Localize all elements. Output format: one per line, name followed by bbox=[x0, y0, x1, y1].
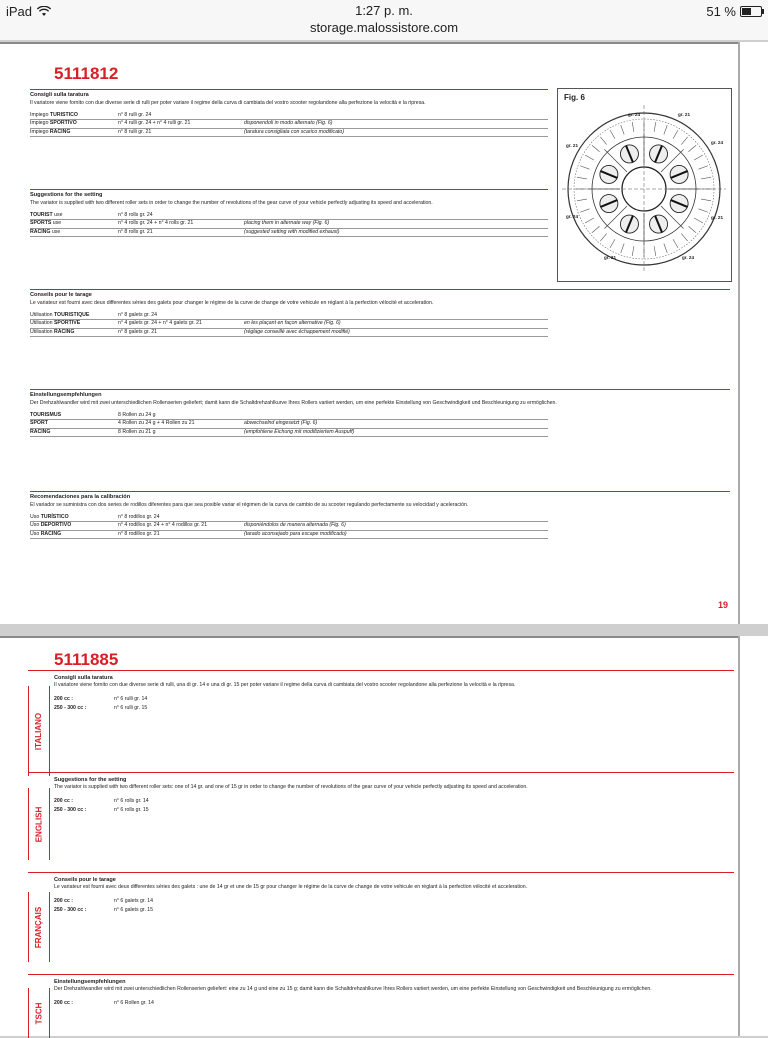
usage-cell bbox=[30, 320, 118, 327]
mode-label: SPORTIVO bbox=[49, 120, 77, 127]
usage-cell bbox=[30, 220, 118, 227]
rolls-cell: n° 4 rodillos gr. 24 + n° 4 rodillos gr. 21 bbox=[118, 522, 208, 529]
table-row bbox=[30, 312, 548, 320]
language-label: ITALIANO bbox=[34, 712, 44, 750]
language-tab bbox=[28, 686, 50, 776]
section-body: Der Drehzahlwandler wird mit zwei unterschiedlichen Rollenserien geliefert; damit kann die Schaltdrehzahlkurve Ihres Rollers variiert werden, um eine perfekte Einstellung von Geschwindigkeit und Beschleunigung zu ermöglichen. bbox=[30, 399, 557, 406]
ramp-tick bbox=[632, 246, 634, 256]
ramp-tick bbox=[610, 130, 615, 139]
engine-size: 250 - 300 cc : bbox=[54, 907, 87, 914]
settings-section bbox=[54, 776, 734, 815]
usage-cell bbox=[30, 212, 118, 219]
mode-label: TURISTICO bbox=[49, 112, 78, 119]
settings-table bbox=[54, 898, 734, 915]
section-title: Suggestions for the setting bbox=[30, 192, 103, 198]
rolls-cell: n° 8 rolls gr. 24 bbox=[118, 212, 153, 219]
roller-weight-label: gr. 24 bbox=[711, 140, 724, 145]
usage-cell bbox=[30, 329, 118, 336]
usage-label: Uso bbox=[30, 522, 40, 529]
section-title: Conseils pour le tarage bbox=[54, 877, 116, 883]
ramp-tick bbox=[701, 177, 711, 179]
ramp-tick bbox=[585, 155, 594, 160]
device-name: iPad bbox=[6, 4, 33, 19]
roller-weight-label: gr. 21 bbox=[678, 112, 691, 117]
rolls-cell: 8 Rollen zu 21 g bbox=[118, 428, 156, 435]
ramp-tick bbox=[610, 239, 615, 248]
status-right bbox=[706, 4, 762, 19]
section-title: Einstellungsempfehlungen bbox=[54, 979, 126, 985]
ramp-tick bbox=[580, 209, 589, 212]
ramp-tick bbox=[701, 199, 711, 201]
table-row bbox=[30, 212, 548, 220]
usage-label: Utilisation bbox=[30, 312, 53, 319]
table-row bbox=[30, 522, 548, 530]
rolls-cell: n° 8 rulli gr. 24 bbox=[118, 112, 152, 119]
rolls-cell: n° 4 rolls gr. 24 + n° 4 rolls gr. 21 bbox=[118, 220, 194, 227]
page-number: 19 bbox=[718, 600, 729, 610]
engine-size: 250 - 300 cc : bbox=[54, 807, 87, 814]
section-body: Il variatore viene fornito con due diverse serie di rulli per poter variare il regime della curva di cambiata del vostro scooter regolandone alla perfezione la velocità e la ripresa. bbox=[30, 99, 426, 106]
rolls-cell: n° 6 rolls gr. 14 bbox=[114, 797, 149, 804]
clock: 1:27 p. m. bbox=[355, 3, 413, 18]
ramp-tick bbox=[600, 233, 606, 241]
table-row bbox=[54, 807, 734, 815]
table-row bbox=[54, 696, 734, 704]
table-row bbox=[30, 514, 548, 522]
ramp-tick bbox=[632, 122, 634, 132]
note-cell: placing them in alternate way (Fig. 6) bbox=[244, 220, 330, 227]
usage-label: Utilisation bbox=[30, 320, 53, 327]
battery-icon bbox=[740, 6, 762, 17]
ramp-tick bbox=[592, 145, 600, 151]
battery-percentage: 51 % bbox=[706, 4, 736, 19]
usage-label: Impiego bbox=[30, 112, 49, 119]
settings-table bbox=[30, 514, 548, 539]
ramp-tick bbox=[577, 199, 587, 201]
settings-section bbox=[30, 392, 730, 437]
section-rule bbox=[28, 872, 734, 873]
section-rule bbox=[30, 491, 730, 492]
ramp-tick bbox=[654, 122, 656, 132]
section-title: Conseils pour le tarage bbox=[30, 292, 92, 298]
settings-section bbox=[30, 192, 550, 237]
rolls-cell: n° 4 galets gr. 24 + n° 4 galets gr. 21 bbox=[118, 320, 202, 327]
mode-label: SPORT bbox=[30, 420, 48, 427]
rolls-cell: n° 6 rolls gr. 15 bbox=[114, 807, 149, 814]
settings-table bbox=[30, 212, 548, 237]
section-rule bbox=[30, 389, 730, 390]
usage-label: Impiego bbox=[30, 128, 49, 135]
note-cell: (tarado aconsejado para escape modificado) bbox=[244, 530, 347, 537]
table-row bbox=[54, 907, 734, 915]
mode-label: TURÍSTICO bbox=[40, 514, 69, 521]
ramp-tick bbox=[694, 155, 703, 160]
mode-label: TOURIST bbox=[30, 212, 53, 219]
table-row bbox=[54, 798, 734, 806]
usage-cell bbox=[30, 120, 118, 127]
note-cell: (suggested setting with modified exhaust) bbox=[244, 228, 340, 235]
settings-section bbox=[30, 494, 730, 539]
ramp-tick bbox=[688, 145, 696, 151]
mode-label: TOURISTIQUE bbox=[53, 312, 90, 319]
ramp-tick bbox=[699, 166, 708, 169]
note-cell: abwechselnd eingesetzt (Fig. 6) bbox=[244, 420, 318, 427]
usage-cell bbox=[30, 112, 118, 119]
settings-section bbox=[54, 876, 734, 915]
usage-label: Impiego bbox=[30, 120, 49, 127]
rolls-cell: n° 6 galets gr. 15 bbox=[114, 907, 153, 914]
roller-weight-label: gr. 24 bbox=[628, 112, 641, 117]
table-row bbox=[30, 220, 548, 228]
product-code: 5111812 bbox=[54, 64, 119, 83]
product-code: 5111885 bbox=[54, 650, 119, 669]
ramp-tick bbox=[664, 125, 667, 134]
section-title: Recomendaciones para la calibración bbox=[30, 494, 131, 500]
language-tab bbox=[28, 788, 50, 860]
section-body: The variator is supplied with two different roller sets: one of 14 gr. and one of 15 gr in order to change the number of revolutions of the gear curve of your vehicle perfectly adjusting its speed and acceleration. bbox=[54, 784, 528, 791]
mode-label: RACING bbox=[30, 428, 51, 435]
settings-table bbox=[54, 696, 734, 713]
rolls-cell: 4 Rollen zu 24 g + 4 Rollen zu 21 bbox=[118, 420, 195, 427]
table-row bbox=[30, 329, 548, 337]
page-side-edge bbox=[738, 42, 768, 624]
settings-section bbox=[54, 978, 734, 1007]
ramp-tick bbox=[699, 209, 708, 212]
language-label: ENGLISH bbox=[34, 806, 44, 842]
mode-label: DEPORTIVO bbox=[40, 522, 72, 529]
settings-section bbox=[30, 92, 550, 137]
roller-weight-label: gr. 24 bbox=[682, 255, 695, 260]
engine-size: 250 - 300 cc : bbox=[54, 705, 87, 712]
usage-cell bbox=[30, 429, 118, 436]
rolls-cell: n° 8 rolls gr. 21 bbox=[118, 228, 153, 235]
table-row bbox=[54, 1000, 734, 1008]
engine-size: 200 cc : bbox=[54, 797, 74, 804]
ramp-tick bbox=[664, 244, 667, 253]
usage-cell bbox=[30, 312, 118, 319]
language-tab bbox=[28, 988, 50, 1038]
ramp-tick bbox=[577, 177, 587, 179]
mode-label: RACING bbox=[49, 128, 71, 135]
usage-label: Utilisation bbox=[30, 328, 53, 335]
note-cell: (réglage conseillé avec échappement modifié) bbox=[244, 328, 350, 335]
page-top-rule bbox=[0, 42, 740, 44]
note-cell bbox=[244, 312, 548, 319]
address-bar-url[interactable]: storage.malossistore.com bbox=[309, 20, 459, 35]
settings-section bbox=[54, 674, 734, 713]
rolls-cell: n° 8 rodillos gr. 21 bbox=[118, 530, 160, 537]
section-rule bbox=[28, 974, 734, 975]
usage-cell bbox=[30, 229, 118, 236]
note-cell: en les plaçant en façon alternative (Fig. 6) bbox=[244, 320, 341, 327]
table-row bbox=[30, 412, 548, 420]
page-side-edge bbox=[738, 636, 768, 1036]
table-row bbox=[54, 898, 734, 906]
section-rule bbox=[28, 772, 734, 773]
engine-size: 200 cc : bbox=[54, 999, 74, 1006]
table-row bbox=[54, 705, 734, 713]
document-page-19 bbox=[0, 42, 768, 624]
note-cell: (taratura consigliata con scarico modificato) bbox=[244, 128, 345, 135]
language-label: TSCH bbox=[34, 1002, 44, 1024]
engine-size: 200 cc : bbox=[54, 897, 74, 904]
usage-label: use bbox=[51, 228, 61, 235]
table-row bbox=[30, 320, 548, 328]
rolls-cell: n° 6 galets gr. 14 bbox=[114, 897, 153, 904]
section-body: El variador se suministra con dos series de rodillos diferentes para que sea posible variar el régimen de la curva de cambio de su scooter regulando perfectamente su velocidad y aceleración. bbox=[30, 501, 469, 508]
section-title: Suggestions for the setting bbox=[54, 777, 127, 783]
ramp-tick bbox=[580, 166, 589, 169]
usage-cell bbox=[30, 514, 118, 521]
rolls-cell: n° 8 rodillos gr. 24 bbox=[118, 514, 160, 521]
table-row bbox=[30, 112, 548, 120]
rolls-cell: n° 6 rulli gr. 15 bbox=[114, 705, 148, 712]
mode-label: SPORTIVE bbox=[53, 320, 81, 327]
table-row bbox=[30, 229, 548, 237]
language-label: FRANÇAIS bbox=[34, 906, 44, 948]
usage-cell bbox=[30, 522, 118, 529]
mode-label: SPORTS bbox=[30, 220, 52, 227]
settings-table bbox=[30, 412, 548, 437]
note-cell: disponendoli in modo alternato (Fig. 6) bbox=[244, 120, 333, 127]
rolls-cell: n° 6 Rollen gr. 14 bbox=[114, 999, 154, 1006]
ramp-tick bbox=[673, 130, 678, 139]
table-row bbox=[30, 420, 548, 428]
figure-label: Fig. 6 bbox=[564, 93, 585, 102]
section-title: Consigli sulla taratura bbox=[30, 92, 89, 98]
ramp-tick bbox=[585, 218, 594, 223]
ramp-tick bbox=[673, 239, 678, 248]
note-cell bbox=[244, 212, 548, 219]
section-rule bbox=[30, 289, 730, 290]
mode-label: RACING bbox=[53, 328, 75, 335]
ramp-tick bbox=[681, 233, 687, 241]
engine-size: 200 cc : bbox=[54, 695, 74, 702]
section-body: Le variateur est fourni avec deux differentes séries des galets : une de 14 gr et une de 15 gr pour changer le régime de la curve de change de votre vehicule en réglant à la perfection vélocité et acceleration. bbox=[54, 884, 528, 891]
usage-cell bbox=[30, 412, 118, 419]
page-top-rule bbox=[0, 636, 740, 638]
ramp-tick bbox=[681, 137, 687, 145]
mode-label: RACING bbox=[30, 228, 51, 235]
figure-6 bbox=[557, 88, 732, 282]
section-body: The variator is supplied with two different roller sets in order to change the number of revolutions of the gear curve of your vehicle perfectly adjusting its speed and acceleration. bbox=[30, 199, 433, 206]
document-page-20 bbox=[0, 636, 768, 1036]
rolls-cell: n° 8 galets gr. 24 bbox=[118, 312, 157, 319]
ramp-tick bbox=[592, 226, 600, 232]
rolls-cell: 8 Rollen zu 24 g bbox=[118, 412, 156, 419]
section-title: Consigli sulla taratura bbox=[54, 675, 113, 681]
status-bar bbox=[0, 0, 768, 40]
note-cell bbox=[244, 412, 548, 419]
roller-weight-label: gr. 24 bbox=[566, 214, 579, 219]
table-row bbox=[30, 129, 548, 137]
section-title: Einstellungsempfehlungen bbox=[30, 392, 102, 398]
ramp-tick bbox=[621, 244, 624, 253]
rolls-cell: n° 8 rulli gr. 21 bbox=[118, 128, 152, 135]
usage-label: use bbox=[54, 212, 63, 219]
section-body: Le variateur est fourni avec deux differentes séries des galets pour changer le régime de la curve de change de votre vehicule en réglant à la perfection vélocité et acceleration. bbox=[30, 299, 434, 306]
usage-label: Uso bbox=[30, 530, 40, 537]
ramp-tick bbox=[600, 137, 606, 145]
table-row bbox=[30, 120, 548, 128]
settings-table bbox=[30, 312, 548, 337]
section-rule bbox=[30, 89, 548, 90]
section-body: Der Drehzahlwandler wird mit zwei unterschiedlichen Rollenserien geliefert: eine zu 14 g und eine zu 15 g; damit kann die Schaltdrehzahlkurve Ihres Rollers variiert werden, um eine perfekte Einstellung von Geschwindigkeit und Beschleunigung zu ermöglichen. bbox=[54, 986, 652, 993]
note-cell bbox=[244, 112, 548, 119]
roller-weight-label: gr. 21 bbox=[711, 215, 724, 220]
ramp-tick bbox=[621, 125, 624, 134]
section-rule bbox=[30, 189, 548, 190]
note-cell: (empfohlene Eichung mit modifiziertem Auspuff) bbox=[244, 428, 355, 435]
usage-cell bbox=[30, 420, 118, 427]
note-cell bbox=[244, 514, 548, 521]
usage-label: Uso bbox=[30, 514, 40, 521]
settings-section bbox=[30, 292, 730, 337]
ramp-tick bbox=[654, 246, 656, 256]
ramp-tick bbox=[688, 226, 696, 232]
table-row bbox=[30, 531, 548, 539]
settings-table bbox=[54, 798, 734, 815]
settings-table bbox=[54, 1000, 734, 1008]
settings-table bbox=[30, 112, 548, 137]
section-rule bbox=[28, 670, 734, 671]
usage-cell bbox=[30, 129, 118, 136]
table-row bbox=[30, 429, 548, 437]
roller-weight-label: gr. 21 bbox=[604, 255, 617, 260]
rolls-cell: n° 6 rulli gr. 14 bbox=[114, 695, 148, 702]
usage-cell bbox=[30, 531, 118, 538]
usage-label: use bbox=[52, 220, 62, 227]
ramp-tick bbox=[694, 218, 703, 223]
mode-label: TOURISMUS bbox=[30, 412, 62, 419]
rolls-cell: n° 4 rulli gr. 24 + n° 4 rulli gr. 21 bbox=[118, 120, 191, 127]
note-cell: disponiéndolos de manera alternada (Fig. 6) bbox=[244, 522, 346, 529]
variator-diagram bbox=[558, 89, 731, 281]
roller-weight-label: gr. 21 bbox=[566, 143, 579, 148]
rolls-cell: n° 8 galets gr. 21 bbox=[118, 328, 157, 335]
language-tab bbox=[28, 892, 50, 962]
mode-label: RACING bbox=[40, 530, 62, 537]
section-body: Il variatore viene fornito con due diverse serie di rulli, una di gr. 14 e una di gr. 15 per poter variare il regime della curva di cambiata del vostro scooter regolandone alla perfezione la velocità e la ripresa. bbox=[54, 682, 516, 689]
